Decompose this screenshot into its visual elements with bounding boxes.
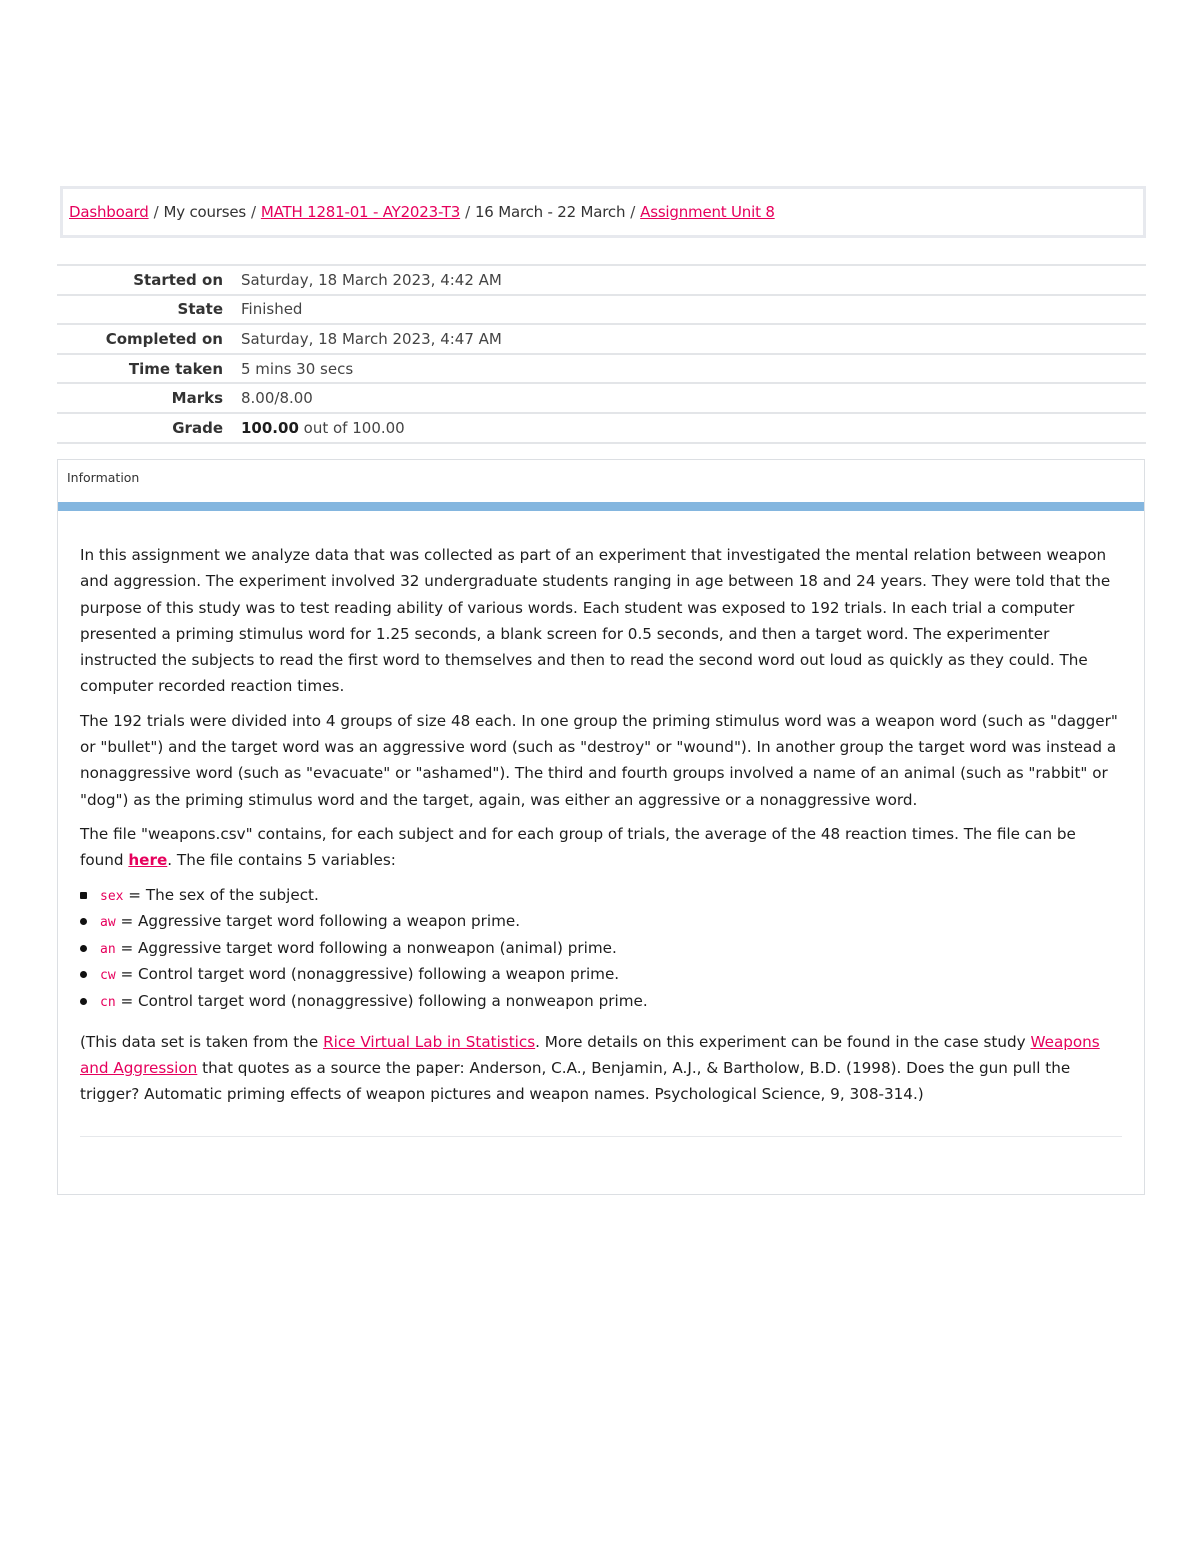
content-divider [80, 1136, 1122, 1137]
variable-name: sex [100, 888, 124, 904]
marks-label: Marks [171, 389, 223, 408]
breadcrumb-week: 16 March - 22 March [474, 203, 626, 221]
variable-desc: = Control target word (nonaggressive) following a nonweapon prime. [115, 991, 648, 1010]
list-item-an [80, 935, 1120, 962]
summary-row-time-taken [57, 354, 1146, 384]
breadcrumb-separator: / [251, 203, 256, 221]
information-label: Information [67, 470, 140, 485]
breadcrumb-dashboard-link[interactable]: Dashboard [69, 203, 149, 221]
grade-cell [241, 413, 1146, 443]
variable-desc: = Aggressive target word following a nonweapon (animal) prime. [115, 938, 617, 957]
breadcrumb-my-courses: My courses [163, 203, 246, 221]
grade-suffix: out of 100.00 [303, 418, 405, 437]
list-item-aw [80, 908, 1120, 935]
list-item-sex [80, 882, 1120, 909]
info-paragraph-4 [80, 1029, 1120, 1108]
breadcrumb-separator: / [465, 203, 470, 221]
grade-value: 100.00 [241, 418, 299, 437]
weapons-file-link[interactable]: here [128, 851, 168, 870]
breadcrumb [69, 203, 775, 221]
bullet-icon [80, 945, 87, 952]
attempt-summary-table [57, 264, 1146, 444]
info-paragraph-4-text-c: that quotes as a source the paper: Anderson, C.A., Benjamin, A.J., & Bartholow, B.D. (1998). Does the gun pull the trigger? Automatic priming effects of weapon pictures and weapon names. Psychological Science, 9, 308-314.) [80, 1058, 1071, 1104]
state-value: Finished [241, 300, 303, 319]
bullet-icon [80, 892, 87, 899]
completed-label: Completed on [105, 329, 223, 348]
summary-row-marks [57, 383, 1146, 413]
summary-row-completed [57, 324, 1146, 354]
breadcrumb-separator: / [153, 203, 159, 221]
bullet-icon [80, 998, 87, 1005]
rice-virtual-lab-link[interactable]: Rice Virtual Lab in Statistics [323, 1032, 536, 1051]
variable-name: cw [100, 968, 116, 984]
variable-desc: = Control target word (nonaggressive) following a weapon prime. [115, 965, 620, 984]
started-value: Saturday, 18 March 2023, 4:42 AM [241, 270, 502, 289]
list-item-cw [80, 961, 1120, 988]
breadcrumb-assignment-link[interactable]: Assignment Unit 8 [640, 203, 775, 221]
variable-name: aw [100, 915, 116, 931]
grade-label: Grade [172, 418, 223, 437]
info-paragraph-3-tail: . The file contains 5 variables: [167, 851, 396, 870]
information-box [57, 459, 1145, 1195]
marks-value: 8.00/8.00 [241, 389, 313, 408]
summary-row-grade [57, 413, 1146, 443]
variable-name: an [100, 941, 116, 957]
information-accent-bar [58, 502, 1144, 511]
variable-desc: = Aggressive target word following a weapon prime. [115, 912, 521, 931]
state-label: State [177, 300, 223, 319]
summary-row-started [57, 265, 1146, 295]
breadcrumb-course-link[interactable]: MATH 1281-01 - AY2023-T3 [260, 203, 461, 221]
breadcrumb-separator: / [630, 203, 636, 221]
info-paragraph-3 [80, 821, 1120, 874]
info-paragraph-1: In this assignment we analyze data that was collected as part of an experiment that investigated the mental relation between weapon and aggression. The experiment involved 32 undergraduate students ranging in age between 18 and 24 years. They were told that the purpose of this study was to test reading ability of various words. Each student was exposed to 192 trials. In each trial a computer presented a priming stimulus word for 1.25 seconds, a blank screen for 0.5 seconds, and then a target word. The experimenter instructed the subjects to read the first word to themselves and then to read the second word out loud as quickly as they could. The computer recorded reaction times. [80, 546, 1111, 696]
started-label: Started on [133, 270, 223, 289]
completed-value: Saturday, 18 March 2023, 4:47 AM [241, 329, 502, 348]
info-paragraph-4-text-b: . More details on this experiment can be found in the case study [535, 1032, 1031, 1051]
list-item-cn [80, 988, 1120, 1015]
bullet-icon [80, 918, 87, 925]
summary-row-state [57, 295, 1146, 325]
variables-list [80, 882, 1120, 1015]
variable-name: cn [100, 994, 116, 1010]
info-paragraph-3-text: The file "weapons.csv" contains, for each subject and for each group of trials, the average of the 48 reaction times. The file can be found [80, 824, 1076, 870]
info-paragraph-2: The 192 trials were divided into 4 groups of size 48 each. In one group the priming stimulus word was a weapon word (such as "dagger" or "bullet") and the target word was an aggressive word (such as "destroy" or "wound"). In another group the target word was instead a nonaggressive word (such as "evacuate" or "ashamed"). The third and fourth groups involved a name of an animal (such as "rabbit" or "dog") as the priming stimulus word and the target, again, was either an aggressive or a nonaggressive word. [80, 711, 1118, 809]
time-taken-label: Time taken [128, 359, 223, 378]
time-taken-value: 5 mins 30 secs [241, 359, 354, 378]
breadcrumb-box [60, 186, 1146, 238]
information-content [80, 542, 1120, 1115]
info-paragraph-4-text-a: (This data set is taken from the [80, 1032, 324, 1051]
bullet-icon [80, 971, 87, 978]
weapons-aggression-link[interactable]: Weapons and Aggression [80, 1032, 1100, 1077]
variable-desc: = The sex of the subject. [123, 885, 319, 904]
